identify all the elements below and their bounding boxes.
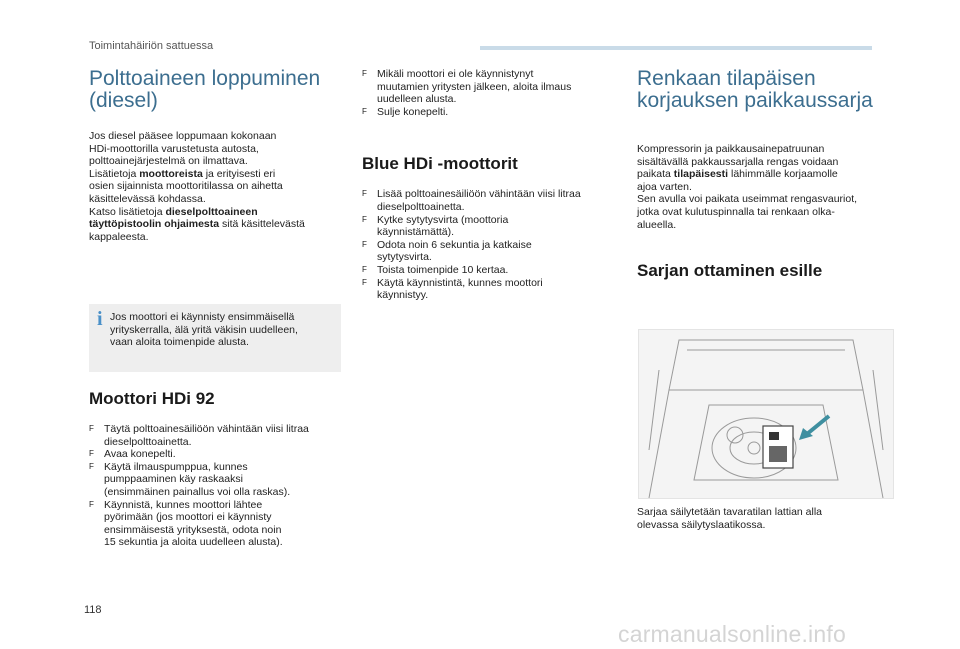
step-item	[89, 461, 341, 499]
intro-paragraph	[89, 130, 341, 243]
title-repair-kit	[637, 68, 877, 112]
step-bullet-icon: F	[89, 424, 94, 433]
step-item	[362, 106, 618, 119]
step-item	[362, 68, 618, 106]
bold-term: täyttöpistoolin ohjaimesta	[89, 218, 220, 231]
title-line: (diesel)	[89, 89, 158, 112]
info-line: vaan aloita toimenpide alusta.	[110, 336, 249, 349]
text-run: ajoa varten.	[637, 180, 692, 193]
title-line: korjauksen paikkaussarja	[637, 89, 873, 112]
step-line: Käynnistä, kunnes moottori lähtee	[104, 498, 263, 511]
section-hdi92	[89, 389, 341, 549]
title-fuel-running-out	[89, 68, 341, 112]
subheading-bluehdi: Blue HDi -moottorit	[362, 154, 518, 174]
intro-paragraph	[637, 143, 877, 231]
subheading-take-out-kit: Sarjan ottaminen esille	[637, 261, 823, 281]
step-line: pumppaaminen käy raskaaksi	[104, 473, 243, 486]
step-item	[362, 239, 618, 264]
step-line: Sulje konepelti.	[377, 105, 449, 118]
trunk-drawing	[639, 330, 893, 498]
step-line: Odota noin 6 sekuntia ja katkaise	[377, 238, 532, 251]
text-run: jotka ovat kulutuspinnalla tai renkaan olka-	[637, 205, 835, 218]
step-line: dieselpolttoainetta.	[104, 435, 192, 448]
info-line: yrityskerralla, älä yritä väkisin uudelleen,	[110, 323, 298, 336]
step-line: Käytä ilmauspumppua, kunnes	[104, 460, 248, 473]
step-line: sytytysvirta.	[377, 251, 432, 264]
column-fuel-diesel	[89, 68, 341, 243]
step-line: Lisää polttoainesäiliöön vähintään viisi litraa	[377, 188, 581, 201]
text-run: polttoainejärjestelmä on ilmattava.	[89, 155, 248, 168]
step-bullet-icon: F	[362, 189, 367, 199]
photo-caption	[637, 506, 877, 531]
step-item	[89, 448, 341, 461]
bold-term: moottoreista	[139, 167, 203, 180]
step-line: muutamien yritysten jälkeen, aloita ilmaus	[377, 80, 572, 93]
steps-list-bluehdi	[362, 188, 618, 301]
step-line: Mikäli moottori ei ole käynnistynyt	[377, 68, 534, 80]
step-bullet-icon: F	[362, 264, 367, 274]
step-line: Kytke sytytysvirta (moottoria	[377, 213, 509, 226]
text-run: Jos diesel pääsee loppumaan kokonaan	[89, 130, 277, 142]
text-run: Katso lisätietoja	[89, 205, 166, 218]
paragraph-line	[637, 156, 877, 169]
step-line: dieselpolttoainetta.	[377, 200, 465, 213]
step-bullet-icon: F	[362, 106, 367, 116]
paragraph-line	[89, 231, 341, 244]
step-line: käynnistämättä).	[377, 226, 455, 239]
step-item	[362, 188, 618, 213]
watermark: carmanualsonline.info	[618, 621, 846, 647]
paragraph-line	[637, 168, 877, 181]
paragraph-line	[89, 193, 341, 206]
trunk-kit-illustration	[638, 329, 894, 499]
text-run: osien sijainnista moottoritilassa on aihetta	[89, 180, 283, 193]
step-item	[362, 214, 618, 239]
caption-line: Sarjaa säilytetään tavaratilan lattian alla	[637, 506, 823, 518]
text-run: HDi-moottorilla varustetusta autosta,	[89, 142, 259, 155]
paragraph-line	[89, 155, 341, 168]
step-bullet-icon: F	[89, 499, 94, 509]
step-item	[89, 499, 341, 549]
title-line: Renkaan tilapäisen	[637, 67, 816, 90]
bold-term: tilapäisesti	[673, 168, 729, 181]
paragraph-line	[637, 219, 877, 232]
step-bullet-icon: F	[89, 449, 94, 459]
paragraph-line	[637, 206, 877, 219]
step-bullet-icon: F	[362, 277, 367, 287]
text-run: sisältävällä pakkaussarjalla rengas voidaan	[637, 155, 839, 168]
text-run: paikata	[637, 168, 674, 181]
text-run: ja erityisesti eri	[202, 167, 276, 180]
step-line: Toista toimenpide 10 kertaa.	[377, 263, 509, 276]
paragraph-line	[637, 193, 877, 206]
step-bullet-icon: F	[362, 69, 367, 78]
info-line: Jos moottori ei käynnisty ensimmäisellä	[110, 311, 295, 323]
step-line: pyörimään (jos moottori ei käynnisty	[104, 511, 272, 524]
steps-list-continued	[362, 68, 618, 118]
steps-list-hdi92	[89, 423, 341, 549]
step-item	[362, 277, 618, 302]
step-line: Käytä käynnistintä, kunnes moottori	[377, 276, 543, 289]
page-number: 118	[84, 604, 102, 616]
step-line: ensimmäisestä yrityksestä, odota noin	[104, 523, 282, 536]
caption-line: olevassa säilytyslaatikossa.	[637, 518, 766, 531]
text-run: lähimmälle korjaamolle	[728, 168, 838, 181]
text-run: alueella.	[637, 218, 677, 231]
text-run: kappaleesta.	[89, 230, 149, 243]
info-box	[89, 304, 341, 372]
subheading-hdi92: Moottori HDi 92	[89, 389, 215, 408]
step-line: uudelleen alusta.	[377, 93, 457, 106]
step-line: Täytä polttoainesäiliöön vähintään viisi litraa	[104, 423, 309, 435]
column-bluehdi	[362, 68, 618, 302]
bold-term: dieselpolttoaineen	[165, 205, 258, 218]
paragraph-line	[89, 130, 341, 143]
text-run: Sen avulla voi paikata useimmat rengasvauriot,	[637, 193, 858, 206]
column-repair-kit	[637, 68, 877, 281]
text-run: käsittelevässä kohdassa.	[89, 192, 206, 205]
section-header-label: Toimintahäiriön sattuessa	[89, 40, 214, 52]
paragraph-line	[89, 143, 341, 156]
step-item	[89, 423, 341, 448]
step-item	[362, 264, 618, 277]
info-icon: i	[97, 308, 103, 330]
step-line: Avaa konepelti.	[104, 448, 176, 461]
text-run: Lisätietoja	[89, 167, 140, 180]
text-run: Kompressorin ja paikkausainepatruunan	[637, 143, 825, 155]
paragraph-line	[89, 168, 341, 181]
step-line: (ensimmäinen painallus voi olla raskas).	[104, 485, 291, 498]
paragraph-line	[89, 180, 341, 193]
text-run: sitä käsittelevästä	[219, 218, 305, 231]
paragraph-line	[89, 206, 341, 219]
step-line: käynnistyy.	[377, 289, 429, 302]
info-text	[110, 311, 335, 349]
section-header-bar	[480, 46, 872, 50]
step-bullet-icon: F	[362, 239, 367, 249]
paragraph-line	[89, 218, 341, 231]
title-line: Polttoaineen loppuminen	[89, 67, 321, 90]
paragraph-line	[637, 181, 877, 194]
paragraph-line	[637, 143, 877, 156]
step-line: 15 sekuntia ja aloita uudelleen alusta).	[104, 536, 283, 549]
step-bullet-icon: F	[362, 214, 367, 224]
step-bullet-icon: F	[89, 461, 94, 471]
